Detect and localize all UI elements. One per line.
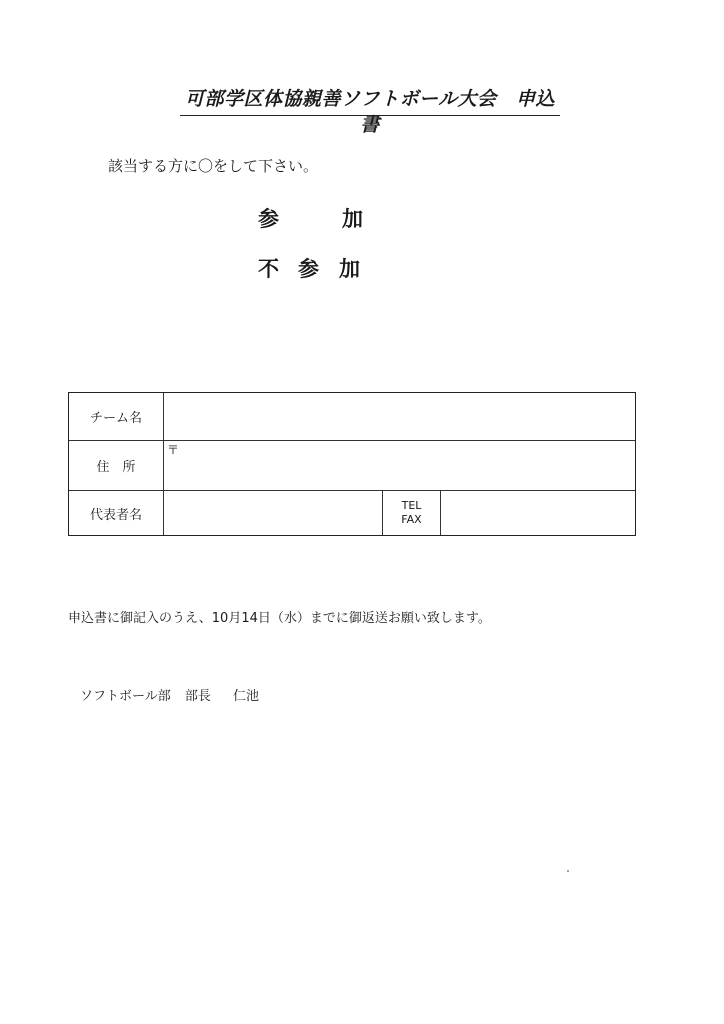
scan-speck xyxy=(567,870,569,872)
option-not-attend-char-3: 加 xyxy=(339,257,360,281)
team-name-field[interactable] xyxy=(164,393,635,440)
signature-name: 仁池 xyxy=(233,689,260,704)
signature-role: 部長 xyxy=(184,689,211,704)
signature-block xyxy=(80,688,259,706)
postal-mark-icon: 〒 xyxy=(167,443,180,457)
representative-row xyxy=(69,491,635,535)
option-not-attend-char-2: 参 xyxy=(298,257,319,281)
address-row xyxy=(69,441,635,491)
address-label: 住 所 xyxy=(69,441,164,490)
fax-label: FAX xyxy=(401,513,422,526)
option-attend-char-2: 加 xyxy=(342,207,363,231)
option-attend[interactable] xyxy=(258,206,368,232)
option-not-attend[interactable] xyxy=(258,256,368,282)
representative-label: 代表者名 xyxy=(69,491,164,535)
deadline-note: 申込書に御記入のうえ、10月14日（水）までに御返送お願い致します。 xyxy=(68,611,491,626)
telfax-label xyxy=(383,491,441,535)
address-field[interactable] xyxy=(164,441,635,490)
telfax-field[interactable] xyxy=(441,491,635,535)
team-name-row xyxy=(69,393,635,441)
option-not-attend-char-1: 不 xyxy=(258,257,279,281)
signature-department: ソフトボール部 xyxy=(80,689,171,704)
option-attend-char-1: 参 xyxy=(258,207,279,231)
form-title: 可部学区体協親善ソフトボール大会 申込書 xyxy=(180,86,560,116)
instruction-text: 該当する方に〇をして下さい。 xyxy=(108,157,319,175)
application-form-table xyxy=(68,392,636,536)
representative-field[interactable] xyxy=(164,491,383,535)
team-name-label: チーム名 xyxy=(69,393,164,440)
tel-label: TEL xyxy=(401,499,422,512)
